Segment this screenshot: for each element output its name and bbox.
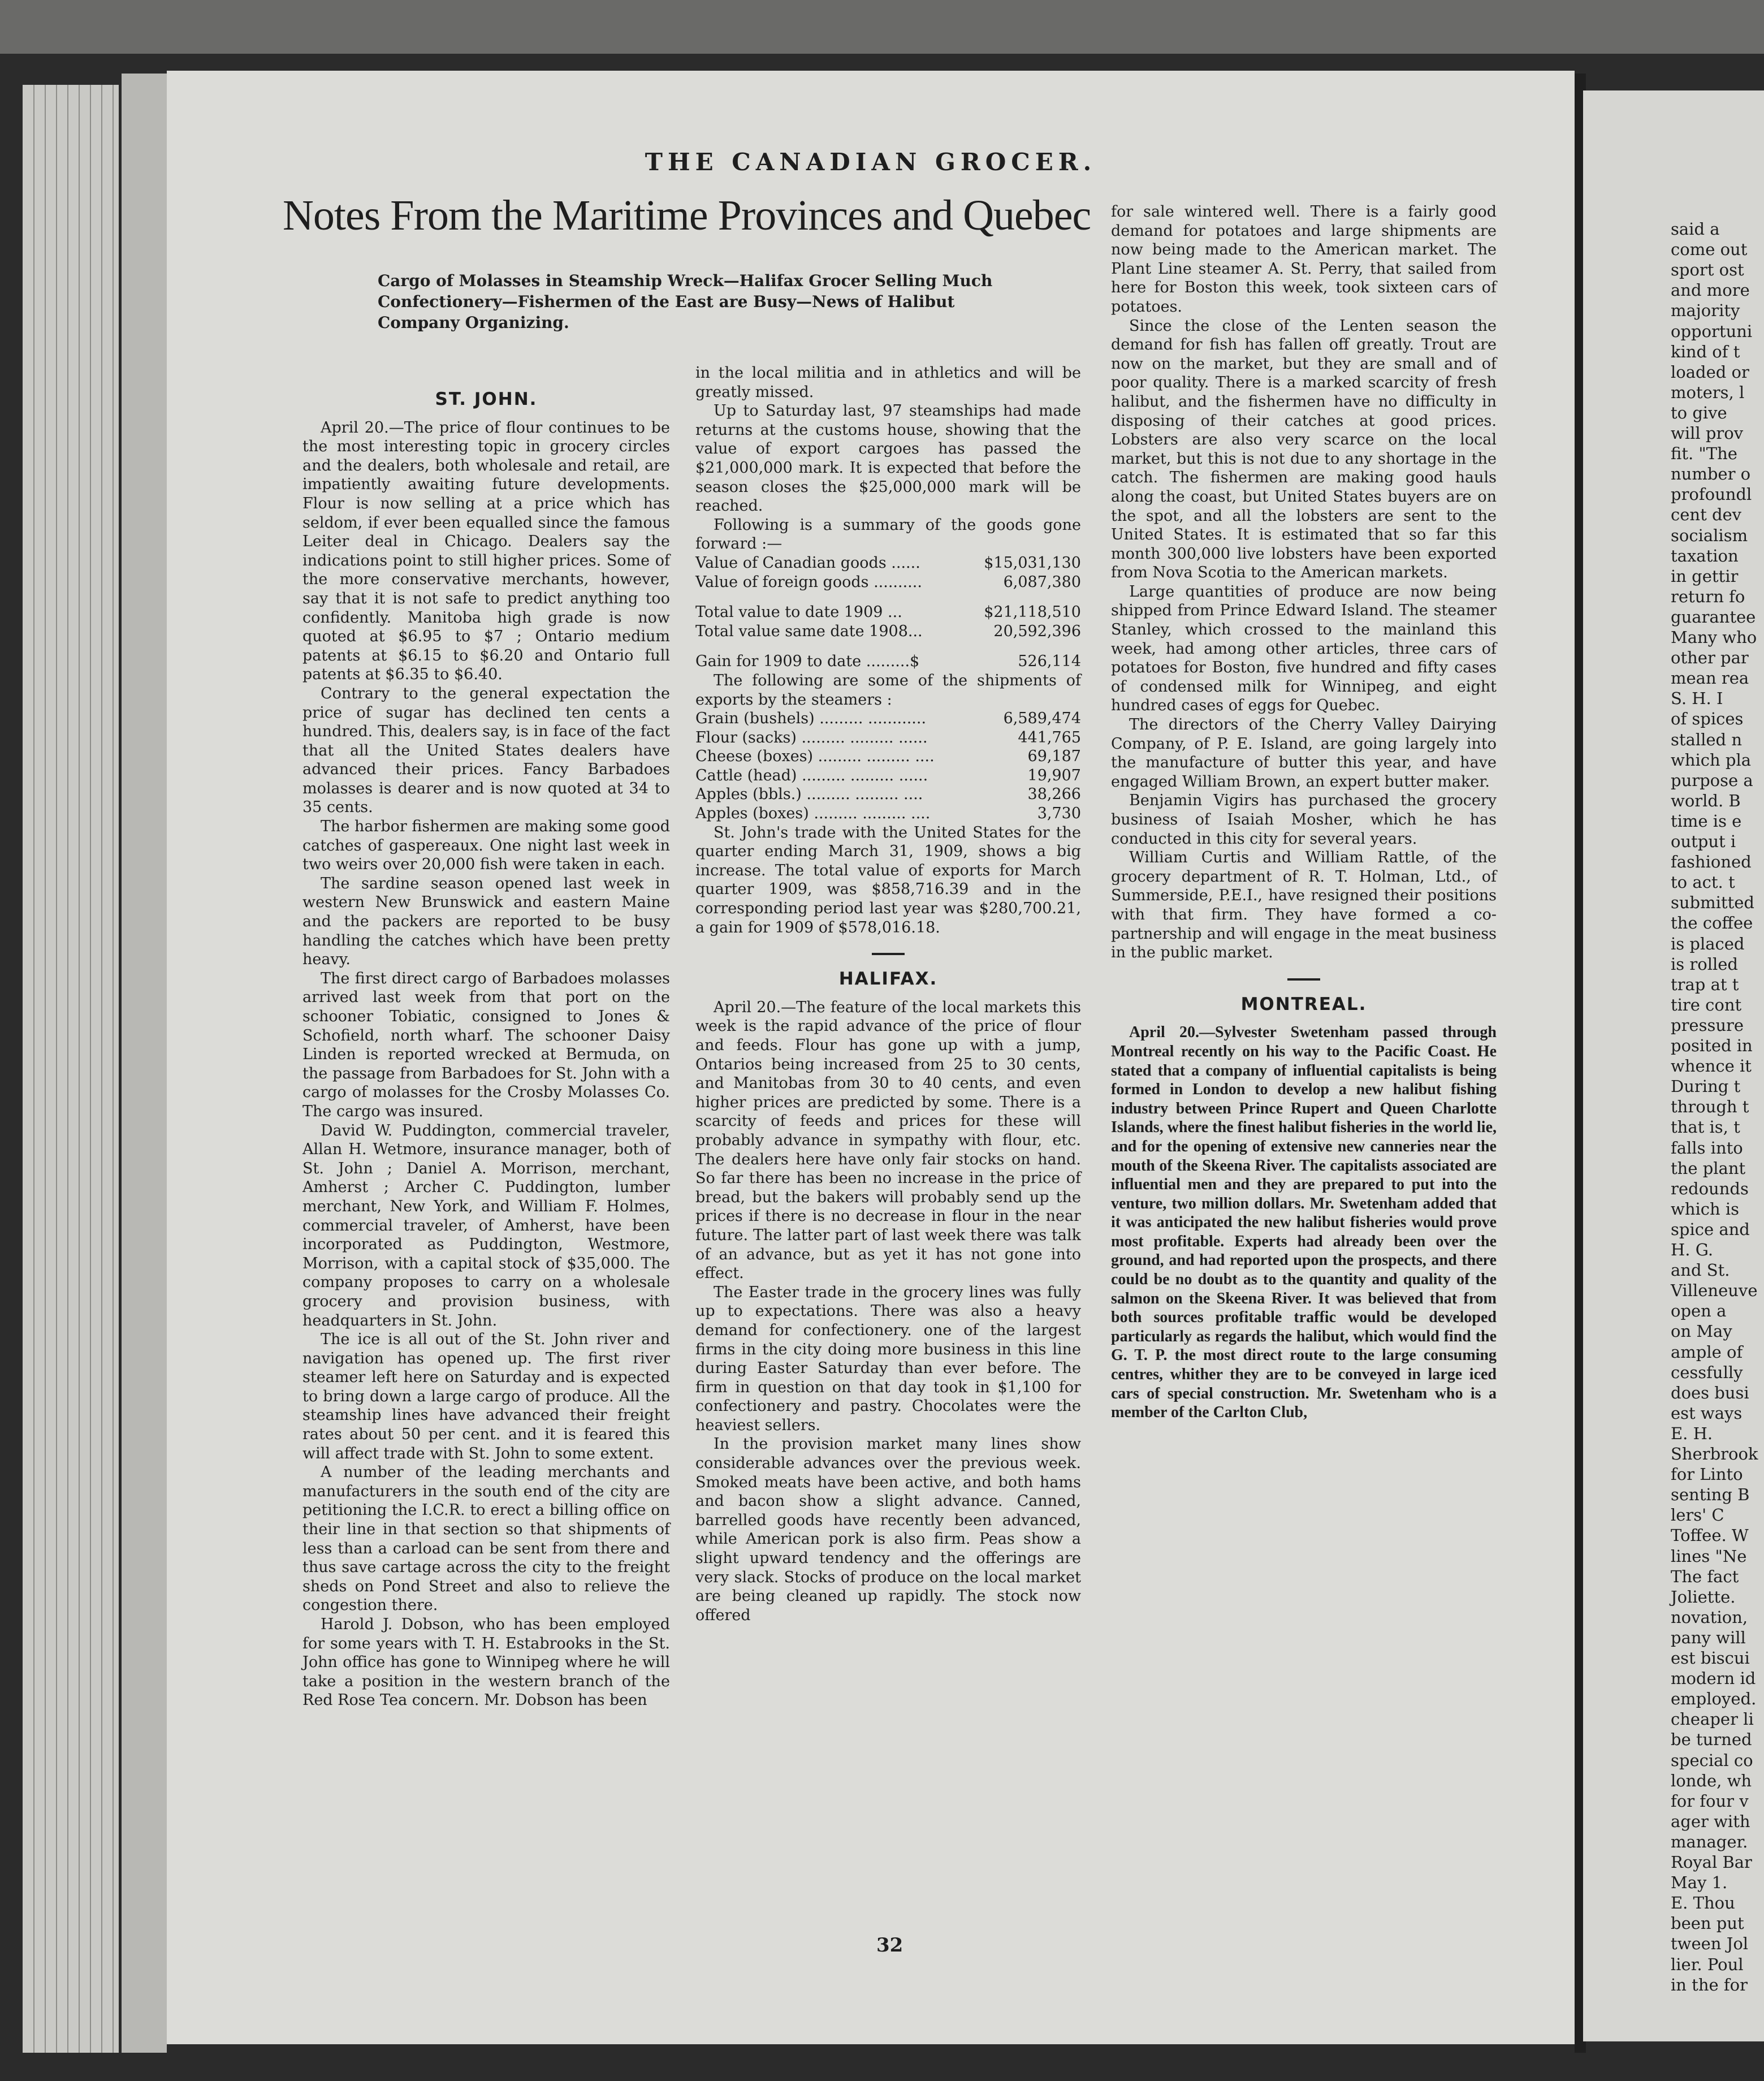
row-label: Total value same date 1908...: [695, 622, 923, 640]
row-value: 20,592,396: [993, 622, 1081, 640]
paragraph: Benjamin Vigirs has purchased the grocery business of Isaiah Mosher, which he has conducted in this city for several years.: [1111, 792, 1497, 848]
row-value: 69,187: [1027, 748, 1081, 766]
adjacent-page-line: ample of: [1671, 1342, 1743, 1362]
adjacent-page-line: and St.: [1671, 1260, 1730, 1280]
adjacent-page-line: moters, l: [1671, 382, 1745, 402]
adjacent-page-line: ager with: [1671, 1811, 1750, 1831]
adjacent-page-line: est biscui: [1671, 1648, 1750, 1668]
adjacent-page-line: cent dev: [1671, 505, 1742, 525]
section-heading-montreal: MONTREAL.: [1240, 994, 1367, 1014]
paragraph: Harold J. Dobson, who has been employed for some years with T. H. Estabrooks in the St. John office has gone to Winnipeg where he will take a position in the western branch of the Red Rose Tea concern. Mr. Dobson has been: [302, 1616, 670, 1709]
adjacent-page-line: est ways: [1671, 1403, 1743, 1423]
paragraph: The Easter trade in the grocery lines was fully up to expectations. There was also a heavy demand for confectionery. one of the largest firms in the city doing more business in this line during Easter Saturday than ever before. The firm in question on that day took in $1,100 for confectionery and pastry. Chocolates were the heaviest sellers.: [695, 1283, 1081, 1434]
table-row: [695, 785, 1081, 804]
adjacent-page-line: be turned: [1671, 1730, 1752, 1750]
adjacent-page-line: fit. "The: [1671, 444, 1737, 464]
row-value: 6,087,380: [1003, 573, 1081, 591]
export-gain-table: [695, 652, 1081, 671]
adjacent-page-line: novation,: [1671, 1607, 1748, 1627]
row-label: Cheese (boxes) ......... ......... ....: [695, 748, 935, 766]
adjacent-page-line: socialism: [1671, 525, 1748, 545]
adjacent-page-line: trap at t: [1671, 974, 1739, 994]
adjacent-page-line: May 1.: [1671, 1873, 1728, 1893]
running-head: THE CANADIAN GROCER.: [645, 148, 1097, 176]
adjacent-page-line: Toffee. W: [1671, 1526, 1749, 1545]
paragraph: David W. Puddington, commercial traveler, Allan H. Wetmore, insurance manager, both of St. John ; Daniel A. Morrison, merchant, Amherst ; Archer C. Puddington, lumber merchant, New York, and William F. Holmes, commercial traveler, of Amherst, have been incorporated as Puddington, Westmore, Morrison, with a capital stock of $35,000. The company proposes to carry on a wholesale grocery and provision business, with headquarters in St. John.: [302, 1121, 670, 1329]
adjacent-page-line: number o: [1671, 464, 1751, 484]
adjacent-page-line: During t: [1671, 1077, 1741, 1096]
adjacent-page-line: Royal Bar: [1671, 1853, 1752, 1872]
adjacent-page-line: which pla: [1671, 750, 1752, 770]
adjacent-page-line: the coffee: [1671, 913, 1753, 933]
adjacent-page-line: E. H.: [1671, 1423, 1713, 1443]
paragraph: April 20.—Sylvester Swetenham passed through Montreal recently on his way to the Pacific Coast. He stated that a company of influential capitalists is being formed in London to develop a new halibut fishing industry between Prince Rupert and Queen Charlotte Islands, where the finest halibut fisheries in the world lie, and for the opening of extensive new canneries near the mouth of the Skeena River. The capitalists associated are influential men and they are prepared to put into the venture, two million dollars. Mr. Swetenham added that it was anticipated the new halibut fisheries would prove most profitable. Experts had already been over the ground, and had reported upon the prospects, and there could be no doubt as to the quantity and quality of the salmon on the Skeena River. It was believed that from both sources profitable traffic would be developed particularly as regards the halibut, which would find the G. T. P. the most direct route to the large consuming centres, whither they are to be conveyed in large iced cars of special construction. Mr. Swetenham who is a member of the Carlton Club,: [1111, 1024, 1497, 1422]
section-divider: [1287, 978, 1320, 981]
adjacent-page-line: cheaper li: [1671, 1709, 1754, 1729]
row-value: 6,589,474: [1003, 710, 1081, 728]
adjacent-page-line: special co: [1671, 1750, 1753, 1770]
adjacent-page-line: spice and: [1671, 1219, 1750, 1239]
paragraph: The harbor fishermen are making some good catches of gaspereaux. One night last week in two weirs over 20,000 fish were taken in each.: [302, 818, 670, 874]
adjacent-page-line: lines "Ne: [1671, 1546, 1747, 1566]
paragraph: Contrary to the general expectation the price of sugar has declined ten cents a hundred. This, dealers say, is in face of the fact that all the United States dealers have advanced their prices. Fancy Barbadoes molasses is dearer and is now quoted at 34 to 35 cents.: [302, 684, 670, 817]
adjacent-page-line: is placed: [1671, 934, 1745, 953]
paragraph: William Curtis and William Rattle, of the grocery department of R. T. Holman, Ltd., of Summerside, P.E.I., have resigned their positions with that firm. They have formed a co-partnership and will engage in the meat business in the public market.: [1111, 849, 1497, 962]
export-total-table: [695, 603, 1081, 641]
paragraph: The following are some of the shipments of exports by the steamers :: [695, 671, 1081, 709]
adjacent-page-line: will prov: [1671, 424, 1744, 443]
adjacent-page-line: to act. t: [1671, 873, 1735, 892]
adjacent-page-line: does busi: [1671, 1383, 1749, 1402]
adjacent-page-line: which is: [1671, 1199, 1740, 1219]
paragraph: in the local militia and in athletics and will be greatly missed.: [695, 364, 1081, 401]
paragraph: Following is a summary of the goods gone forward :—: [695, 516, 1081, 553]
row-label: Grain (bushels) ......... ............: [695, 710, 927, 728]
adjacent-page-line: is rolled: [1671, 954, 1738, 974]
column-1: [302, 390, 670, 1710]
paragraph: The ice is all out of the St. John river and navigation has opened up. The first river steamer left here on Saturday and is expected to bring down a large cargo of produce. All the steamship lines have advanced their freight rates about 50 per cent. and it is feared this will affect trade with St. John to some extent.: [302, 1331, 670, 1462]
adjacent-page-line: falls into: [1671, 1138, 1743, 1158]
adjacent-page-line: fashioned: [1671, 852, 1752, 872]
adjacent-page-line: cessfully: [1671, 1362, 1743, 1382]
table-row: [695, 766, 1081, 785]
row-value: $21,118,510: [984, 603, 1081, 621]
paragraph: The sardine season opened last week in western New Brunswick and eastern Maine and the packers are reported to be busy handling the catches which have been pretty heavy.: [302, 874, 670, 969]
paragraph: The first direct cargo of Barbadoes molasses arrived last week from that port on the schooner Tobiatic, consigned to Jones & Schofield, north wharf. The schooner Daisy Linden is reported wrecked at Bermuda, on the passage from Barbadoes for St. John with a cargo of molasses for the Crosby Molasses Co. The cargo was insured.: [302, 969, 670, 1120]
adjacent-page-line: The fact: [1671, 1566, 1739, 1586]
table-row: [695, 747, 1081, 766]
adjacent-page-line: lers' C: [1671, 1505, 1724, 1525]
adjacent-page-line: come out: [1671, 240, 1748, 260]
adjacent-page-line: whence it: [1671, 1056, 1752, 1076]
table-row: [695, 622, 1081, 641]
adjacent-page-line: tween Jol: [1671, 1934, 1749, 1954]
adjacent-page-line: for four v: [1671, 1791, 1749, 1811]
adjacent-page-line: taxation: [1671, 546, 1739, 565]
row-value: 441,765: [1018, 728, 1081, 746]
article-title: Notes From the Maritime Provinces and Quebec: [283, 192, 1091, 239]
adjacent-page-line: return fo: [1671, 586, 1745, 606]
adjacent-page-line: on May: [1671, 1322, 1732, 1341]
adjacent-page-line: employed.: [1671, 1689, 1757, 1709]
adjacent-page-line: senting B: [1671, 1485, 1750, 1505]
paragraph: In the provision market many lines show considerable advances over the previous week. Smoked meats have been active, and both hams and bacon show a slight advance. Canned, barrelled goods have recently been advanced, while American pork is also firm. Peas show a slight upward tendency and the offerings are very slack. Stocks of produce on the local market are being cleaned up rapidly. The stock now offered: [695, 1435, 1081, 1624]
row-label: Gain for 1909 to date .........$: [695, 653, 920, 671]
paragraph: April 20.—The price of flour continues to be the most interesting topic in grocery circles and the dealers, both wholesale and retail, are impatiently awaiting future developments. Flour is now selling at a price which has seldom, if ever been equalled since the famous Leiter deal in Chicago. Dealers say the indications point to still higher prices. Some of the more conservative merchants, however, say that it is not safe to predict anything too confidently. Manitoba high grade is now quoted at $6.95 to $7 ; Ontario medium patents at $6.15 to $6.20 and Ontario full patents at $6.35 to $6.40.: [302, 418, 670, 684]
adjacent-page-line: and more: [1671, 280, 1750, 300]
table-row: [695, 709, 1081, 728]
shipments-table: [695, 709, 1081, 823]
adjacent-page-line: pressure: [1671, 1015, 1744, 1035]
adjacent-page-line: guarantee: [1671, 607, 1756, 627]
row-value: 19,907: [1027, 766, 1081, 784]
table-row: [695, 652, 1081, 671]
adjacent-page-line: of spices: [1671, 709, 1744, 729]
article-deck: Cargo of Molasses in Steamship Wreck—Halifax Grocer Selling Much Confectionery—Fishermen of the East are Busy—News of Halibut Company Organizing.: [378, 271, 993, 332]
section-divider: [872, 953, 905, 955]
adjacent-page-line: loaded or: [1671, 362, 1749, 382]
table-row: [695, 804, 1081, 823]
paragraph: St. John's trade with the United States for the quarter ending March 31, 1909, shows a big increase. The total value of exports for March quarter 1909, was $858,716.39 and in the corresponding period last year was $280,700.21, a gain for 1909 of $578,016.18.: [695, 823, 1081, 936]
adjacent-page-line: sport ost: [1671, 260, 1744, 280]
adjacent-page-line: been put: [1671, 1914, 1744, 1933]
adjacent-page-line: S. H. I: [1671, 689, 1723, 709]
adjacent-page-line: submitted: [1671, 893, 1754, 913]
adjacent-page-line: opportuni: [1671, 321, 1753, 341]
adjacent-page-line: pany will: [1671, 1627, 1746, 1647]
adjacent-page-line: Joliette.: [1671, 1587, 1736, 1607]
adjacent-page-line: redounds: [1671, 1178, 1749, 1198]
adjacent-page-line: tire cont: [1671, 995, 1742, 1014]
adjacent-page-line: Sherbrook: [1671, 1444, 1758, 1463]
adjacent-page-line: the plant: [1671, 1158, 1746, 1178]
adjacent-page-line: posited in: [1671, 1036, 1753, 1055]
adjacent-page-line: that is, t: [1671, 1117, 1740, 1137]
adjacent-page-line: manager.: [1671, 1832, 1748, 1851]
adjacent-page-line: profoundl: [1671, 485, 1752, 504]
row-value: 38,266: [1027, 785, 1081, 804]
row-label: Flour (sacks) ......... ......... ......: [695, 728, 928, 746]
adjacent-page-line: Villeneuve: [1671, 1281, 1758, 1301]
adjacent-page-line: open a: [1671, 1301, 1727, 1321]
adjacent-page-line: kind of t: [1671, 342, 1740, 361]
column-3: [1111, 202, 1497, 1422]
adjacent-page-line: stalled n: [1671, 729, 1742, 749]
row-value: 3,730: [1037, 805, 1081, 823]
adjacent-page-line: time is e: [1671, 811, 1742, 831]
column-2: [695, 364, 1081, 1625]
row-label: Apples (boxes) ......... ......... ....: [695, 805, 931, 823]
paragraph: Since the close of the Lenten season the demand for fish has fallen off greatly. Trout are now on the market, but they are small and of poor quality. There is a marked scarcity of fresh halibut, and the fishermen have no difficulty in disposing of their catches at good prices. Lobsters are also very scarce on the local market, but this is not due to any shortage in the catch. The fishermen are making good hauls along the coast, but United States buyers are on the spot, and all the lobsters are sent to the United States. It is estimated that so far this month 300,000 live lobsters have been exported from Nova Scotia to the American markets.: [1111, 317, 1497, 582]
adjacent-page-line: through t: [1671, 1097, 1749, 1117]
row-value: 526,114: [1018, 653, 1081, 671]
paragraph: Large quantities of produce are now being shipped from Prince Edward Island. The steamer Stanley, which crossed to the mainland this week, had among other articles, three cars of potatoes for Boston, five hundred and fifty cases of condensed milk for Winnipeg, and eight hundred cases of eggs for Quebec.: [1111, 582, 1497, 715]
adjacent-page-line: majority: [1671, 301, 1740, 321]
paragraph: April 20.—The feature of the local markets this week is the rapid advance of the price of flour and feeds. Flour has gone up with a jump, Ontarios being increased from 25 to 30 cents, and Manitobas from 30 to 40 cents, and even higher prices are predicted by some. There is a scarcity of feeds and prices for these will probably advance in sympathy with flour, etc. The dealers here have only fair stocks on hand. So far there has been no increase in the price of bread, but the bakers will probably send up the prices if there is no decrease in flour in the near future. The latter part of last week there was talk of an advance, but as yet it has not gone into effect.: [695, 998, 1081, 1283]
adjacent-page-line: H. G.: [1671, 1240, 1714, 1259]
row-label: Value of Canadian goods ......: [695, 554, 920, 572]
adjacent-page-line: Many who: [1671, 628, 1757, 647]
table-row: [695, 554, 1081, 573]
export-summary-table: [695, 554, 1081, 592]
paragraph: Up to Saturday last, 97 steamships had made returns at the customs house, showing that the value of export cargoes has passed the $21,000,000 mark. It is expected that before the season closes the $25,000,000 mark will be reached.: [695, 402, 1081, 515]
adjacent-page-line: other par: [1671, 648, 1749, 668]
adjacent-page-line: world. B: [1671, 791, 1741, 810]
adjacent-page-line: in gettir: [1671, 566, 1739, 586]
table-row: [695, 728, 1081, 748]
adjacent-page-line: lier. Poul: [1671, 1954, 1744, 1974]
page-number: 32: [876, 1934, 903, 1957]
paragraph: A number of the leading merchants and manufacturers in the south end of the city are petitioning the I.C.R. to erect a billing office on their line in that section so that shipments of less than a carload can be sent from there and thus save cartage across the city to the freight sheds on Pond Street and also to relieve the congestion there.: [302, 1463, 670, 1614]
adjacent-page-line: output i: [1671, 832, 1736, 851]
row-label: Total value to date 1909 ...: [695, 603, 902, 621]
table-spacer: [695, 592, 1081, 603]
row-label: Cattle (head) ......... ......... ......: [695, 766, 928, 784]
adjacent-page-line: mean rea: [1671, 668, 1749, 688]
paragraph: The directors of the Cherry Valley Dairying Company, of P. E. Island, are going largely into the manufacture of butter this year, and have engaged William Brown, an expert butter maker.: [1111, 716, 1497, 791]
adjacent-page-line: londe, wh: [1671, 1771, 1752, 1790]
adjacent-page-line: for Linto: [1671, 1465, 1743, 1484]
section-heading-st-john: ST. JOHN.: [435, 389, 538, 409]
adjacent-page-line: to give: [1671, 403, 1727, 422]
adjacent-page-line: said a: [1671, 219, 1720, 239]
row-label: Apples (bbls.) ......... ......... ....: [695, 785, 923, 804]
row-value: $15,031,130: [984, 554, 1081, 572]
adjacent-page-line: modern id: [1671, 1669, 1756, 1689]
table-row: [695, 573, 1081, 592]
adjacent-page-line: in the for: [1671, 1975, 1748, 1994]
table-row: [695, 603, 1081, 622]
row-label: Value of foreign goods ..........: [695, 573, 922, 591]
table-spacer: [695, 641, 1081, 652]
adjacent-page-line: E. Thou: [1671, 1893, 1735, 1913]
adjacent-page-line: purpose a: [1671, 770, 1753, 790]
paragraph: for sale wintered well. There is a fairly good demand for potatoes and large shipments are now being made to the American market. The Plant Line steamer A. St. Perry, that sailed from here for Boston this week, took sixteen cars of potatoes.: [1111, 203, 1497, 316]
section-heading-halifax: HALIFAX.: [838, 969, 938, 990]
